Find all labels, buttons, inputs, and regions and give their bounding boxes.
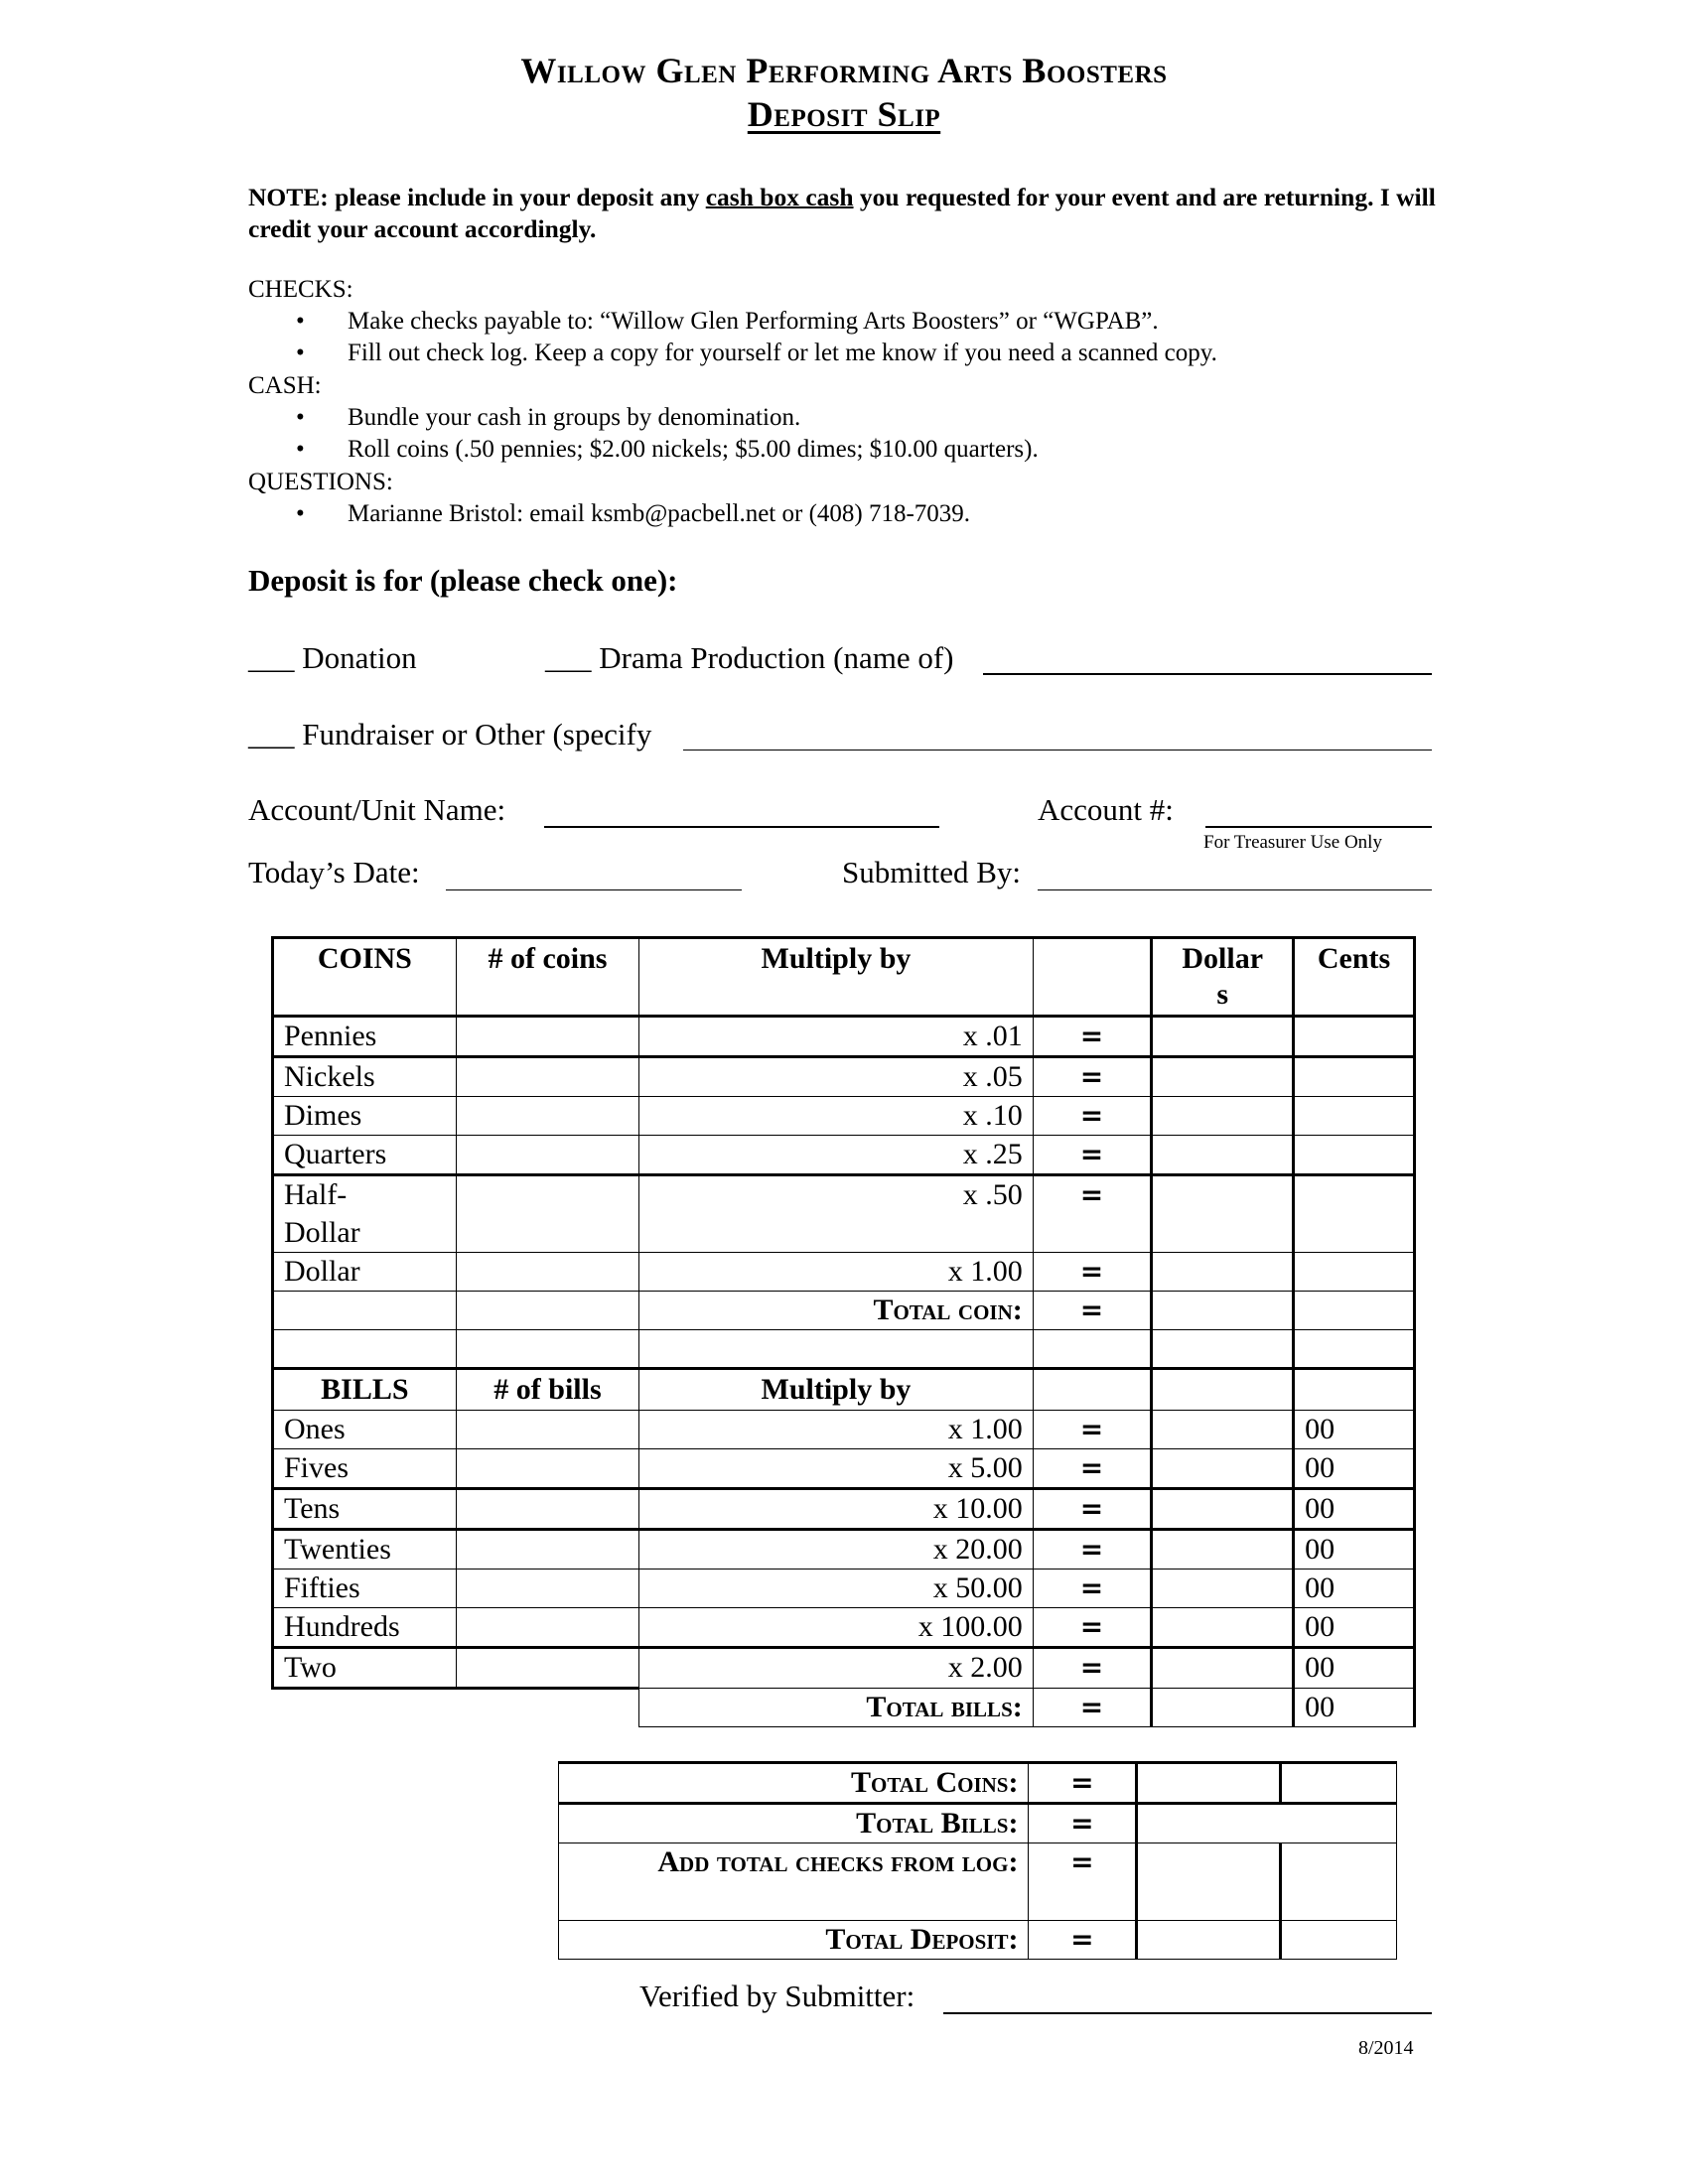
cents-cell[interactable] bbox=[1294, 1017, 1415, 1057]
treasurer-note: For Treasurer Use Only bbox=[1203, 832, 1382, 853]
coins-header: COINS bbox=[273, 938, 457, 1017]
list-item-text: Make checks payable to: “Willow Glen Performing Arts Boosters” or “WGPAB”. bbox=[348, 308, 1159, 335]
fundraiser-option[interactable] bbox=[248, 717, 651, 752]
num-coins-header: # of coins bbox=[456, 938, 638, 1017]
total-coin-row bbox=[273, 1292, 1415, 1330]
bill-count-cell[interactable] bbox=[456, 1411, 638, 1449]
dollars-cell[interactable] bbox=[1152, 1017, 1294, 1057]
equals-header bbox=[1033, 938, 1152, 1017]
verified-signature-field[interactable] bbox=[943, 1992, 1432, 2014]
equals-sign: = bbox=[1029, 1804, 1137, 1843]
equals-sign: = bbox=[1033, 1017, 1152, 1057]
empty-cell bbox=[273, 1292, 457, 1330]
list-item-text: Bundle your cash in groups by denomination. bbox=[348, 404, 801, 431]
submitted-by-field[interactable] bbox=[1038, 870, 1432, 890]
summary-label: Add total checks from log: bbox=[559, 1843, 1029, 1921]
dollars-cell[interactable] bbox=[1152, 1253, 1294, 1292]
table-row bbox=[273, 1411, 1415, 1449]
bill-count-cell[interactable] bbox=[456, 1570, 638, 1608]
note-prefix: NOTE: please include in your deposit any bbox=[248, 183, 706, 211]
bullet-icon: • bbox=[296, 436, 305, 463]
empty-cell bbox=[456, 1689, 638, 1727]
fundraiser-label: Fundraiser or Other (specify bbox=[302, 717, 652, 751]
summary-label: Total Coins: bbox=[559, 1763, 1029, 1804]
empty-cell bbox=[273, 1330, 457, 1369]
cents-cell[interactable] bbox=[1294, 1136, 1415, 1175]
dollars-cell[interactable] bbox=[1152, 1530, 1294, 1570]
list-item-text: Roll coins (.50 pennies; $2.00 nickels; $5.00 dimes; $10.00 quarters). bbox=[348, 436, 1039, 463]
org-title: Willow Glen Performing Arts Boosters bbox=[520, 51, 1168, 90]
coin-count-cell[interactable] bbox=[456, 1097, 638, 1136]
date-field[interactable] bbox=[446, 870, 742, 890]
total-bills-dollars-cell[interactable] bbox=[1152, 1689, 1294, 1727]
cents-value: 00 bbox=[1294, 1570, 1415, 1608]
form-version: 8/2014 bbox=[1358, 2037, 1414, 2059]
bill-count-cell[interactable] bbox=[456, 1608, 638, 1648]
table-row bbox=[273, 1530, 1415, 1570]
bullet-icon: • bbox=[296, 500, 305, 527]
dollars-header-line1: Dollar bbox=[1182, 942, 1264, 975]
empty-cell bbox=[456, 1330, 638, 1369]
bill-count-cell[interactable] bbox=[456, 1489, 638, 1530]
equals-sign: = bbox=[1033, 1097, 1152, 1136]
equals-sign: = bbox=[1033, 1449, 1152, 1489]
account-number-label: Account #: bbox=[1038, 792, 1174, 827]
table-row bbox=[273, 1057, 1415, 1097]
coin-count-cell[interactable] bbox=[456, 1057, 638, 1097]
bill-multiplier: x 50.00 bbox=[639, 1570, 1034, 1608]
date-label: Today’s Date: bbox=[248, 855, 420, 889]
fundraiser-specify-field[interactable] bbox=[683, 730, 1432, 751]
equals-sign: = bbox=[1029, 1843, 1137, 1921]
coin-multiplier: x .25 bbox=[639, 1136, 1034, 1175]
dollars-cell[interactable] bbox=[1152, 1570, 1294, 1608]
empty-cell bbox=[456, 1292, 638, 1330]
bill-multiplier: x 100.00 bbox=[639, 1608, 1034, 1648]
dollars-cell[interactable] bbox=[1152, 1489, 1294, 1530]
coin-multiplier: x .10 bbox=[639, 1097, 1034, 1136]
cents-value: 00 bbox=[1294, 1648, 1415, 1689]
coins-bills-table bbox=[271, 936, 1416, 1727]
dollars-header-line2: s bbox=[1216, 978, 1229, 1011]
dollars-cell[interactable] bbox=[1152, 1136, 1294, 1175]
note-underlined: cash box cash bbox=[705, 183, 854, 211]
table-row bbox=[273, 1608, 1415, 1648]
empty-cell bbox=[1033, 1330, 1152, 1369]
cents-cell[interactable] bbox=[1294, 1057, 1415, 1097]
bill-multiplier: x 5.00 bbox=[639, 1449, 1034, 1489]
empty-cell bbox=[1294, 1330, 1415, 1369]
checks-label: CHECKS: bbox=[248, 276, 353, 303]
coins-header-row bbox=[273, 938, 1415, 1017]
dollars-cell[interactable] bbox=[1152, 1449, 1294, 1489]
coin-name bbox=[273, 1175, 457, 1253]
bill-count-cell[interactable] bbox=[456, 1530, 638, 1570]
empty-cell bbox=[639, 1330, 1034, 1369]
form-title-text: Deposit Slip bbox=[747, 94, 941, 134]
account-name-field[interactable] bbox=[544, 806, 939, 828]
total-coin-label: Total coin: bbox=[639, 1292, 1034, 1330]
bullet-icon: • bbox=[296, 308, 305, 335]
summary-row bbox=[559, 1921, 1397, 1960]
summary-row bbox=[559, 1843, 1397, 1921]
equals-sign: = bbox=[1033, 1648, 1152, 1689]
coin-count-cell[interactable] bbox=[456, 1175, 638, 1253]
dollars-cell[interactable] bbox=[1152, 1057, 1294, 1097]
dollars-header bbox=[1152, 938, 1294, 1017]
equals-sign: = bbox=[1033, 1253, 1152, 1292]
summary-row bbox=[559, 1804, 1397, 1843]
dollars-cell[interactable] bbox=[1152, 1411, 1294, 1449]
coin-name: Pennies bbox=[273, 1017, 457, 1057]
bills-header: BILLS bbox=[273, 1369, 457, 1411]
verified-label: Verified by Submitter: bbox=[639, 1979, 915, 2013]
table-row bbox=[273, 1136, 1415, 1175]
questions-label: QUESTIONS: bbox=[248, 469, 393, 495]
empty-cell bbox=[1033, 1369, 1152, 1411]
bill-multiplier: x 10.00 bbox=[639, 1489, 1034, 1530]
equals-sign: = bbox=[1033, 1689, 1152, 1727]
cash-label: CASH: bbox=[248, 372, 322, 399]
coin-name: Dollar bbox=[273, 1253, 457, 1292]
deposit-for-heading: Deposit is for (please check one): bbox=[248, 563, 678, 598]
submitted-by-label: Submitted By: bbox=[842, 855, 1021, 889]
spacer-row bbox=[273, 1330, 1415, 1369]
table-row bbox=[273, 1097, 1415, 1136]
total-coin-cents-cell[interactable] bbox=[1294, 1292, 1415, 1330]
total-bills-cents-value: 00 bbox=[1294, 1689, 1415, 1727]
bill-name: Fifties bbox=[273, 1570, 457, 1608]
coin-name-line2: Dollar bbox=[284, 1216, 360, 1249]
drama-name-field[interactable] bbox=[983, 653, 1432, 675]
bill-name: Ones bbox=[273, 1411, 457, 1449]
coin-multiplier: x .50 bbox=[639, 1175, 1034, 1253]
bills-multiply-by-header: Multiply by bbox=[639, 1369, 1034, 1411]
summary-label: Total Bills: bbox=[559, 1804, 1029, 1843]
bill-count-cell[interactable] bbox=[456, 1449, 638, 1489]
coin-multiplier: x 1.00 bbox=[639, 1253, 1034, 1292]
bill-name: Two bbox=[273, 1648, 457, 1689]
equals-sign: = bbox=[1033, 1570, 1152, 1608]
drama-option[interactable] bbox=[545, 640, 954, 676]
coin-count-cell[interactable] bbox=[456, 1253, 638, 1292]
coin-multiplier: x .05 bbox=[639, 1057, 1034, 1097]
summary-label: Total Deposit: bbox=[559, 1921, 1029, 1960]
cents-value: 00 bbox=[1294, 1489, 1415, 1530]
empty-cell bbox=[1152, 1330, 1294, 1369]
bill-name: Tens bbox=[273, 1489, 457, 1530]
bill-count-cell[interactable] bbox=[456, 1648, 638, 1689]
bill-multiplier: x 20.00 bbox=[639, 1530, 1034, 1570]
cents-value: 00 bbox=[1294, 1608, 1415, 1648]
table-row bbox=[273, 1489, 1415, 1530]
list-item-text: Fill out check log. Keep a copy for yourself or let me know if you need a scanned copy. bbox=[348, 340, 1217, 366]
bill-multiplier: x 2.00 bbox=[639, 1648, 1034, 1689]
equals-sign: = bbox=[1033, 1411, 1152, 1449]
coin-name-line1: Half- bbox=[284, 1178, 348, 1211]
cents-value: 00 bbox=[1294, 1449, 1415, 1489]
total-bills-row bbox=[273, 1689, 1415, 1727]
note-paragraph bbox=[248, 182, 1440, 245]
summary-dollars-cell[interactable] bbox=[1137, 1763, 1281, 1804]
list-item bbox=[296, 308, 1159, 336]
bills-header-row bbox=[273, 1369, 1415, 1411]
table-row bbox=[273, 1017, 1415, 1057]
empty-cell bbox=[1294, 1369, 1415, 1411]
total-bills-label: Total bills: bbox=[639, 1689, 1034, 1727]
drama-checkbox-blank[interactable]: ___ bbox=[545, 640, 592, 675]
bill-name: Fives bbox=[273, 1449, 457, 1489]
table-row bbox=[273, 1648, 1415, 1689]
equals-sign: = bbox=[1033, 1057, 1152, 1097]
dollars-cell[interactable] bbox=[1152, 1648, 1294, 1689]
total-deposit-dollars-cell[interactable] bbox=[1137, 1921, 1281, 1960]
summary-table bbox=[558, 1761, 1397, 1960]
total-deposit-cents-cell[interactable] bbox=[1281, 1921, 1397, 1960]
donation-checkbox-blank[interactable]: ___ bbox=[248, 640, 295, 675]
fundraiser-checkbox-blank[interactable]: ___ bbox=[248, 717, 295, 751]
form-title bbox=[0, 93, 1688, 135]
bill-name: Hundreds bbox=[273, 1608, 457, 1648]
equals-sign: = bbox=[1033, 1489, 1152, 1530]
cents-cell[interactable] bbox=[1294, 1253, 1415, 1292]
multiply-by-header: Multiply by bbox=[639, 938, 1034, 1017]
dollars-cell[interactable] bbox=[1152, 1097, 1294, 1136]
cents-cell[interactable] bbox=[1294, 1175, 1415, 1253]
list-item-text: Marianne Bristol: email ksmb@pacbell.net or (408) 718-7039. bbox=[348, 500, 971, 527]
bill-multiplier: x 1.00 bbox=[639, 1411, 1034, 1449]
equals-sign: = bbox=[1029, 1921, 1137, 1960]
equals-sign: = bbox=[1033, 1530, 1152, 1570]
table-row bbox=[273, 1570, 1415, 1608]
summary-cents-cell[interactable] bbox=[1281, 1843, 1397, 1921]
total-coin-dollars-cell[interactable] bbox=[1152, 1292, 1294, 1330]
drama-label: Drama Production (name of) bbox=[599, 640, 954, 675]
coin-name: Dimes bbox=[273, 1097, 457, 1136]
bullet-icon: • bbox=[296, 340, 305, 366]
coin-count-cell[interactable] bbox=[456, 1017, 638, 1057]
equals-sign: = bbox=[1033, 1175, 1152, 1253]
coin-name: Quarters bbox=[273, 1136, 457, 1175]
summary-dollars-cell[interactable] bbox=[1137, 1843, 1281, 1921]
equals-sign: = bbox=[1033, 1608, 1152, 1648]
summary-cents-cell[interactable] bbox=[1281, 1763, 1397, 1804]
list-item bbox=[296, 404, 800, 432]
bullet-icon: • bbox=[296, 404, 305, 431]
table-row bbox=[273, 1449, 1415, 1489]
equals-sign: = bbox=[1033, 1292, 1152, 1330]
list-item bbox=[296, 436, 1039, 464]
table-row bbox=[273, 1253, 1415, 1292]
bill-name: Twenties bbox=[273, 1530, 457, 1570]
dollars-cell[interactable] bbox=[1152, 1608, 1294, 1648]
summary-row bbox=[559, 1763, 1397, 1804]
dollars-cell[interactable] bbox=[1152, 1175, 1294, 1253]
table-row bbox=[273, 1175, 1415, 1253]
cents-header: Cents bbox=[1294, 938, 1415, 1017]
donation-option[interactable] bbox=[248, 640, 417, 676]
empty-cell bbox=[1152, 1369, 1294, 1411]
cents-value: 00 bbox=[1294, 1530, 1415, 1570]
coin-name: Nickels bbox=[273, 1057, 457, 1097]
coin-count-cell[interactable] bbox=[456, 1136, 638, 1175]
cents-cell[interactable] bbox=[1294, 1097, 1415, 1136]
summary-value-cell[interactable] bbox=[1137, 1804, 1397, 1843]
empty-cell bbox=[273, 1689, 457, 1727]
list-item bbox=[296, 500, 970, 528]
num-bills-header: # of bills bbox=[456, 1369, 638, 1411]
list-item bbox=[296, 340, 1217, 367]
donation-label: Donation bbox=[302, 640, 417, 675]
coin-multiplier: x .01 bbox=[639, 1017, 1034, 1057]
equals-sign: = bbox=[1033, 1136, 1152, 1175]
account-number-field[interactable] bbox=[1205, 806, 1432, 828]
account-name-label: Account/Unit Name: bbox=[248, 792, 506, 827]
equals-sign: = bbox=[1029, 1763, 1137, 1804]
cents-value: 00 bbox=[1294, 1411, 1415, 1449]
note-suffix: you requested for your event and are returning. I will credit your account accordingly. bbox=[248, 183, 1436, 243]
